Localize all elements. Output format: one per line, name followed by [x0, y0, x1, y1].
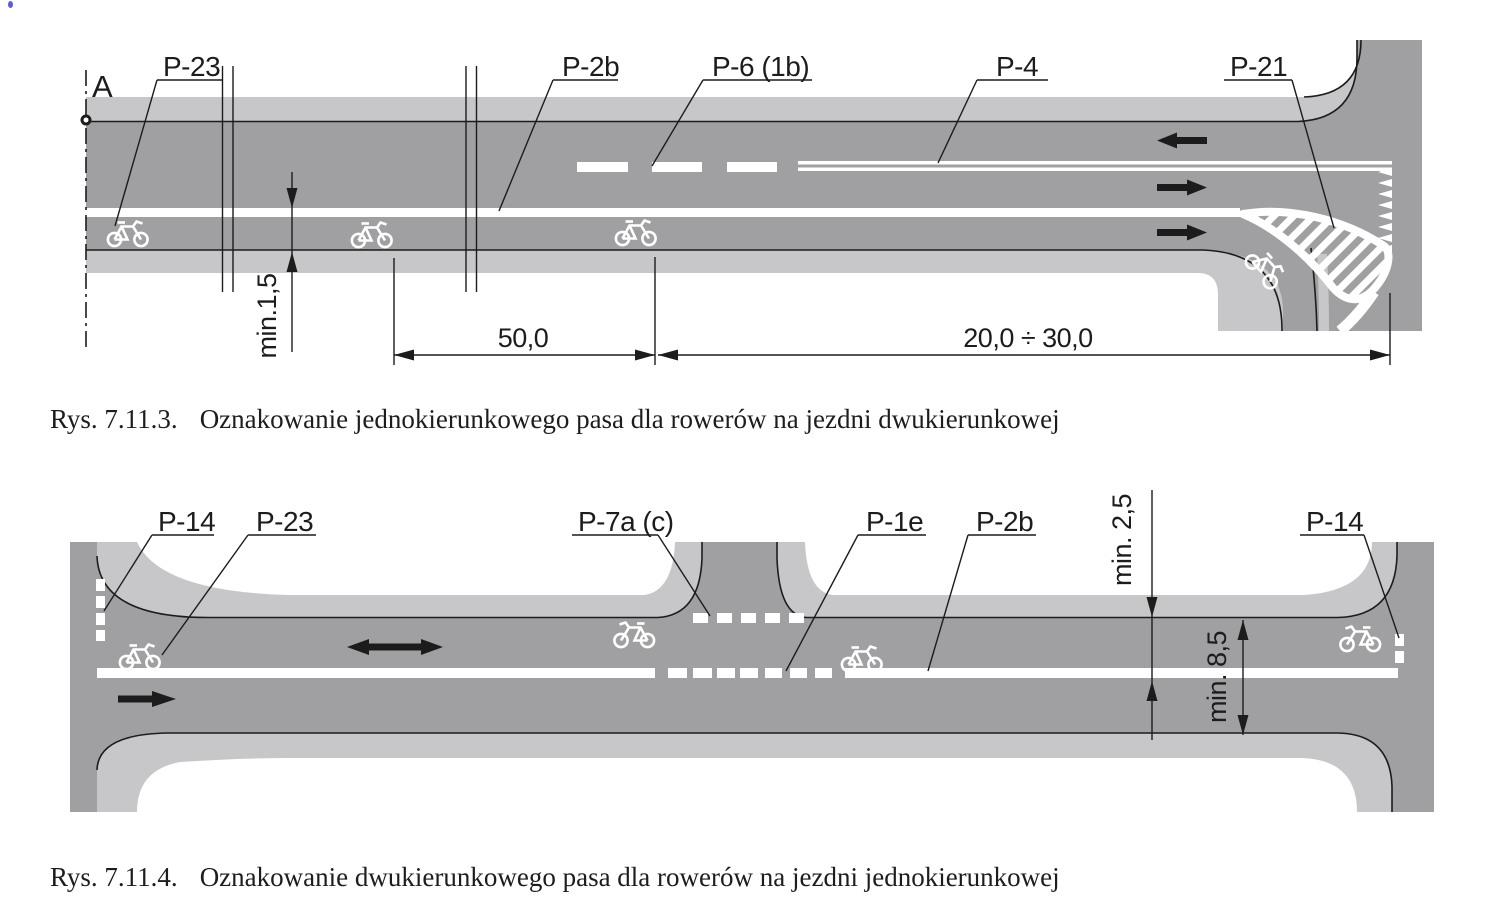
figure-2 [70, 490, 1434, 812]
fig1-p2b-line [86, 208, 1240, 217]
label-p4: P-4 [996, 51, 1039, 82]
label-p2b: P-2b [562, 51, 620, 82]
dim-text-20-30: 20,0 ÷ 30,0 [963, 323, 1093, 353]
label-p14-right: P-14 [1306, 506, 1364, 537]
dim-text-min-8-5: min. 8,5 [1202, 630, 1232, 724]
figure-2-caption-number: Rys. 7.11.4. [50, 862, 178, 892]
fig1-p6-dashed-line [577, 162, 777, 172]
figure-1-caption [50, 404, 1060, 435]
label-p1e: P-1e [866, 506, 924, 537]
section-marker-label: A [92, 69, 113, 104]
figure-2-caption-text: Oznakowanie dwukierunkowego pasa dla rowerów na jezdni jednokierunkowej [199, 862, 1060, 892]
label-p6-1b: P-6 (1b) [712, 51, 810, 82]
section-point-marker [82, 116, 90, 124]
figure-1 [82, 40, 1422, 365]
label-p21: P-21 [1230, 51, 1288, 82]
figure-1-caption-number: Rys. 7.11.3. [50, 404, 178, 434]
dim-text-min-1-5: min.1,5 [252, 273, 282, 359]
label-p7a-c: P-7a (c) [578, 506, 674, 537]
figure-1-caption-text: Oznakowanie jednokierunkowego pasa dla rowerów na jezdni dwukierunkowej [199, 404, 1060, 434]
label-p23: P-23 [163, 51, 221, 82]
dim-text-50: 50,0 [497, 323, 549, 353]
dim-text-min-2-5: min. 2,5 [1107, 493, 1137, 587]
fig2-p2b-line-left [97, 668, 655, 678]
figure-2-caption [50, 862, 1060, 893]
label-p23: P-23 [256, 506, 314, 537]
label-p2b: P-2b [976, 506, 1034, 537]
label-p14-left: P-14 [158, 506, 216, 537]
